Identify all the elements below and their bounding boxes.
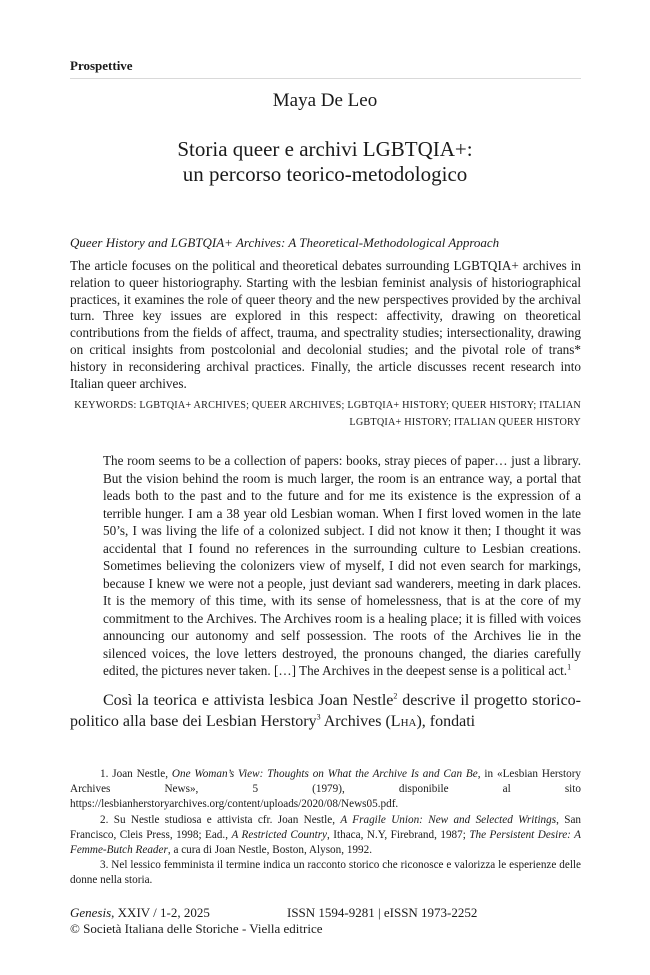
body-text-4: ), fondati [416,713,476,730]
footer-publisher: © Società Italiana delle Storiche - Viella editrice [70,921,323,936]
abstract: The article focuses on the political and theoretical debates surrounding LGBTQIA+ archives in relation to queer historiography. Starting with the lesbian feminist analysis of historiographical practices, it examines the role of queer theory and the new perspectives provided by the archival turn. Three key issues are explored in this respect: affectivity, drawing on theoretical contributions from the fields of affect, trauma, and spectrality studies; intersectionality, drawing on critical insights from postcolonial and decolonial studies; and the pivotal role of trans* history in reconsidering archival practices. Finally, the article discusses recent research into Italian queer archives. [70,258,581,391]
fn2-title-3: The Persistent Desire: A Femme-Butch Reader [70,828,581,857]
fn1-title: One Woman’s View: Thoughts on What the Archive Is and Can Be [171,768,478,780]
footer-journal [70,905,210,921]
body-text-1: Così la teorica e attivista lesbica Joan Nestle [103,692,394,709]
keywords-list: LGBTQIA+ ARCHIVES; QUEER ARCHIVES; LGBTQIA+ HISTORY; QUEER HISTORY; ITALIAN LGBTQIA+ HISTORY; ITALIAN QUEER HISTORY [139,400,581,428]
journal-issue: , XXIV / 1-2, 2025 [111,905,210,920]
footnote-ref-3[interactable]: 3 [316,712,321,722]
footnote-ref-2[interactable]: 2 [393,691,398,701]
header-rule [70,78,581,79]
footnote-ref-1[interactable]: 1 [567,662,572,672]
fn2-text-a: 2. Su Nestle studiosa e attivista cfr. Joan Nestle, [100,813,341,826]
fn2-title-2: A Restricted Country [231,828,328,841]
english-title: Queer History and LGBTQIA+ Archives: A Theoretical-Methodological Approach [70,235,500,250]
acronym-lha: Lha [390,713,417,730]
footnote-3: 3. Nel lessico femminista il termine indica un racconto storico che riconosce e valorizza le esperienze delle donne nella storia. [70,859,581,887]
keywords-label: KEYWORDS: [74,400,137,411]
title-line-2: un percorso teorico-metodologico [182,162,468,186]
author-name: Maya De Leo [272,90,378,111]
fn2-text-d: , a cura di Joan Nestle, Boston, Alyson, 1992. [167,844,373,857]
block-quote [103,452,581,680]
fn2-title-1: A Fragile Union: New and Selected Writings [340,813,557,826]
title-line-1: Storia queer e archivi LGBTQIA+: [177,137,473,161]
footer-issn: ISSN 1594-9281 | eISSN 1973-2252 [287,905,478,920]
section-label: Prospettive [70,58,133,73]
body-text-2: descrive il progetto storico-politico alla base dei Lesbian Herstory [70,692,582,730]
fn2-text-c: , Ithaca, N.Y, Firebrand, 1987; [327,828,470,841]
footnotes [70,767,581,889]
body-paragraph [70,690,581,732]
fn2-text-b: , San Francisco, Cleis Press, 1998; Ead., [70,813,582,841]
body-text-3: Archives ( [320,713,391,730]
article-title [0,137,650,187]
journal-name: Genesis [70,905,112,920]
footnote-2 [70,813,581,859]
footnote-1 [70,767,581,813]
fn1-text-b: , in «Lesbian Herstory Archives News», 5 (1979), disponibile al sito https://lesbianherstoryarchives.org/content/uploads/2020/08/News05.pdf. [70,768,582,811]
fn1-text-a: 1. Joan Nestle, [100,768,172,780]
keywords [70,397,581,431]
quote-text: The room seems to be a collection of papers: books, stray pieces of paper… just a library. But the vision behind the room is much larger, the room is an entrance way, a portal that leads both to the past and to the future and for me its existence is the expression of a terrible hunger. I am a 38 year old Lesbian woman. When I first loved women in the late 50’s, I was living the life of a colonized subject. I did not know it then; I thought it was accidental that I found no references in the surrounding culture to Lesbian creations. Sometimes believing the colonizers view of myself, I did not even search for markings, because I knew we were not a people, just deviant sad wanderers, meeting in dark places. It is the memory of this time, with its sense of homelessness, that is at the core of my commitment to the Archives. The Archives room is a healing place; it is filled with voices announcing our autonomy and self possession. The roots of the Archives lie in the silenced voices, the love letters destroyed, the pronouns changed, the diaries carefully edited, the pictures never taken. […] The Archives in the deepest sense is a political act. [103,453,581,678]
